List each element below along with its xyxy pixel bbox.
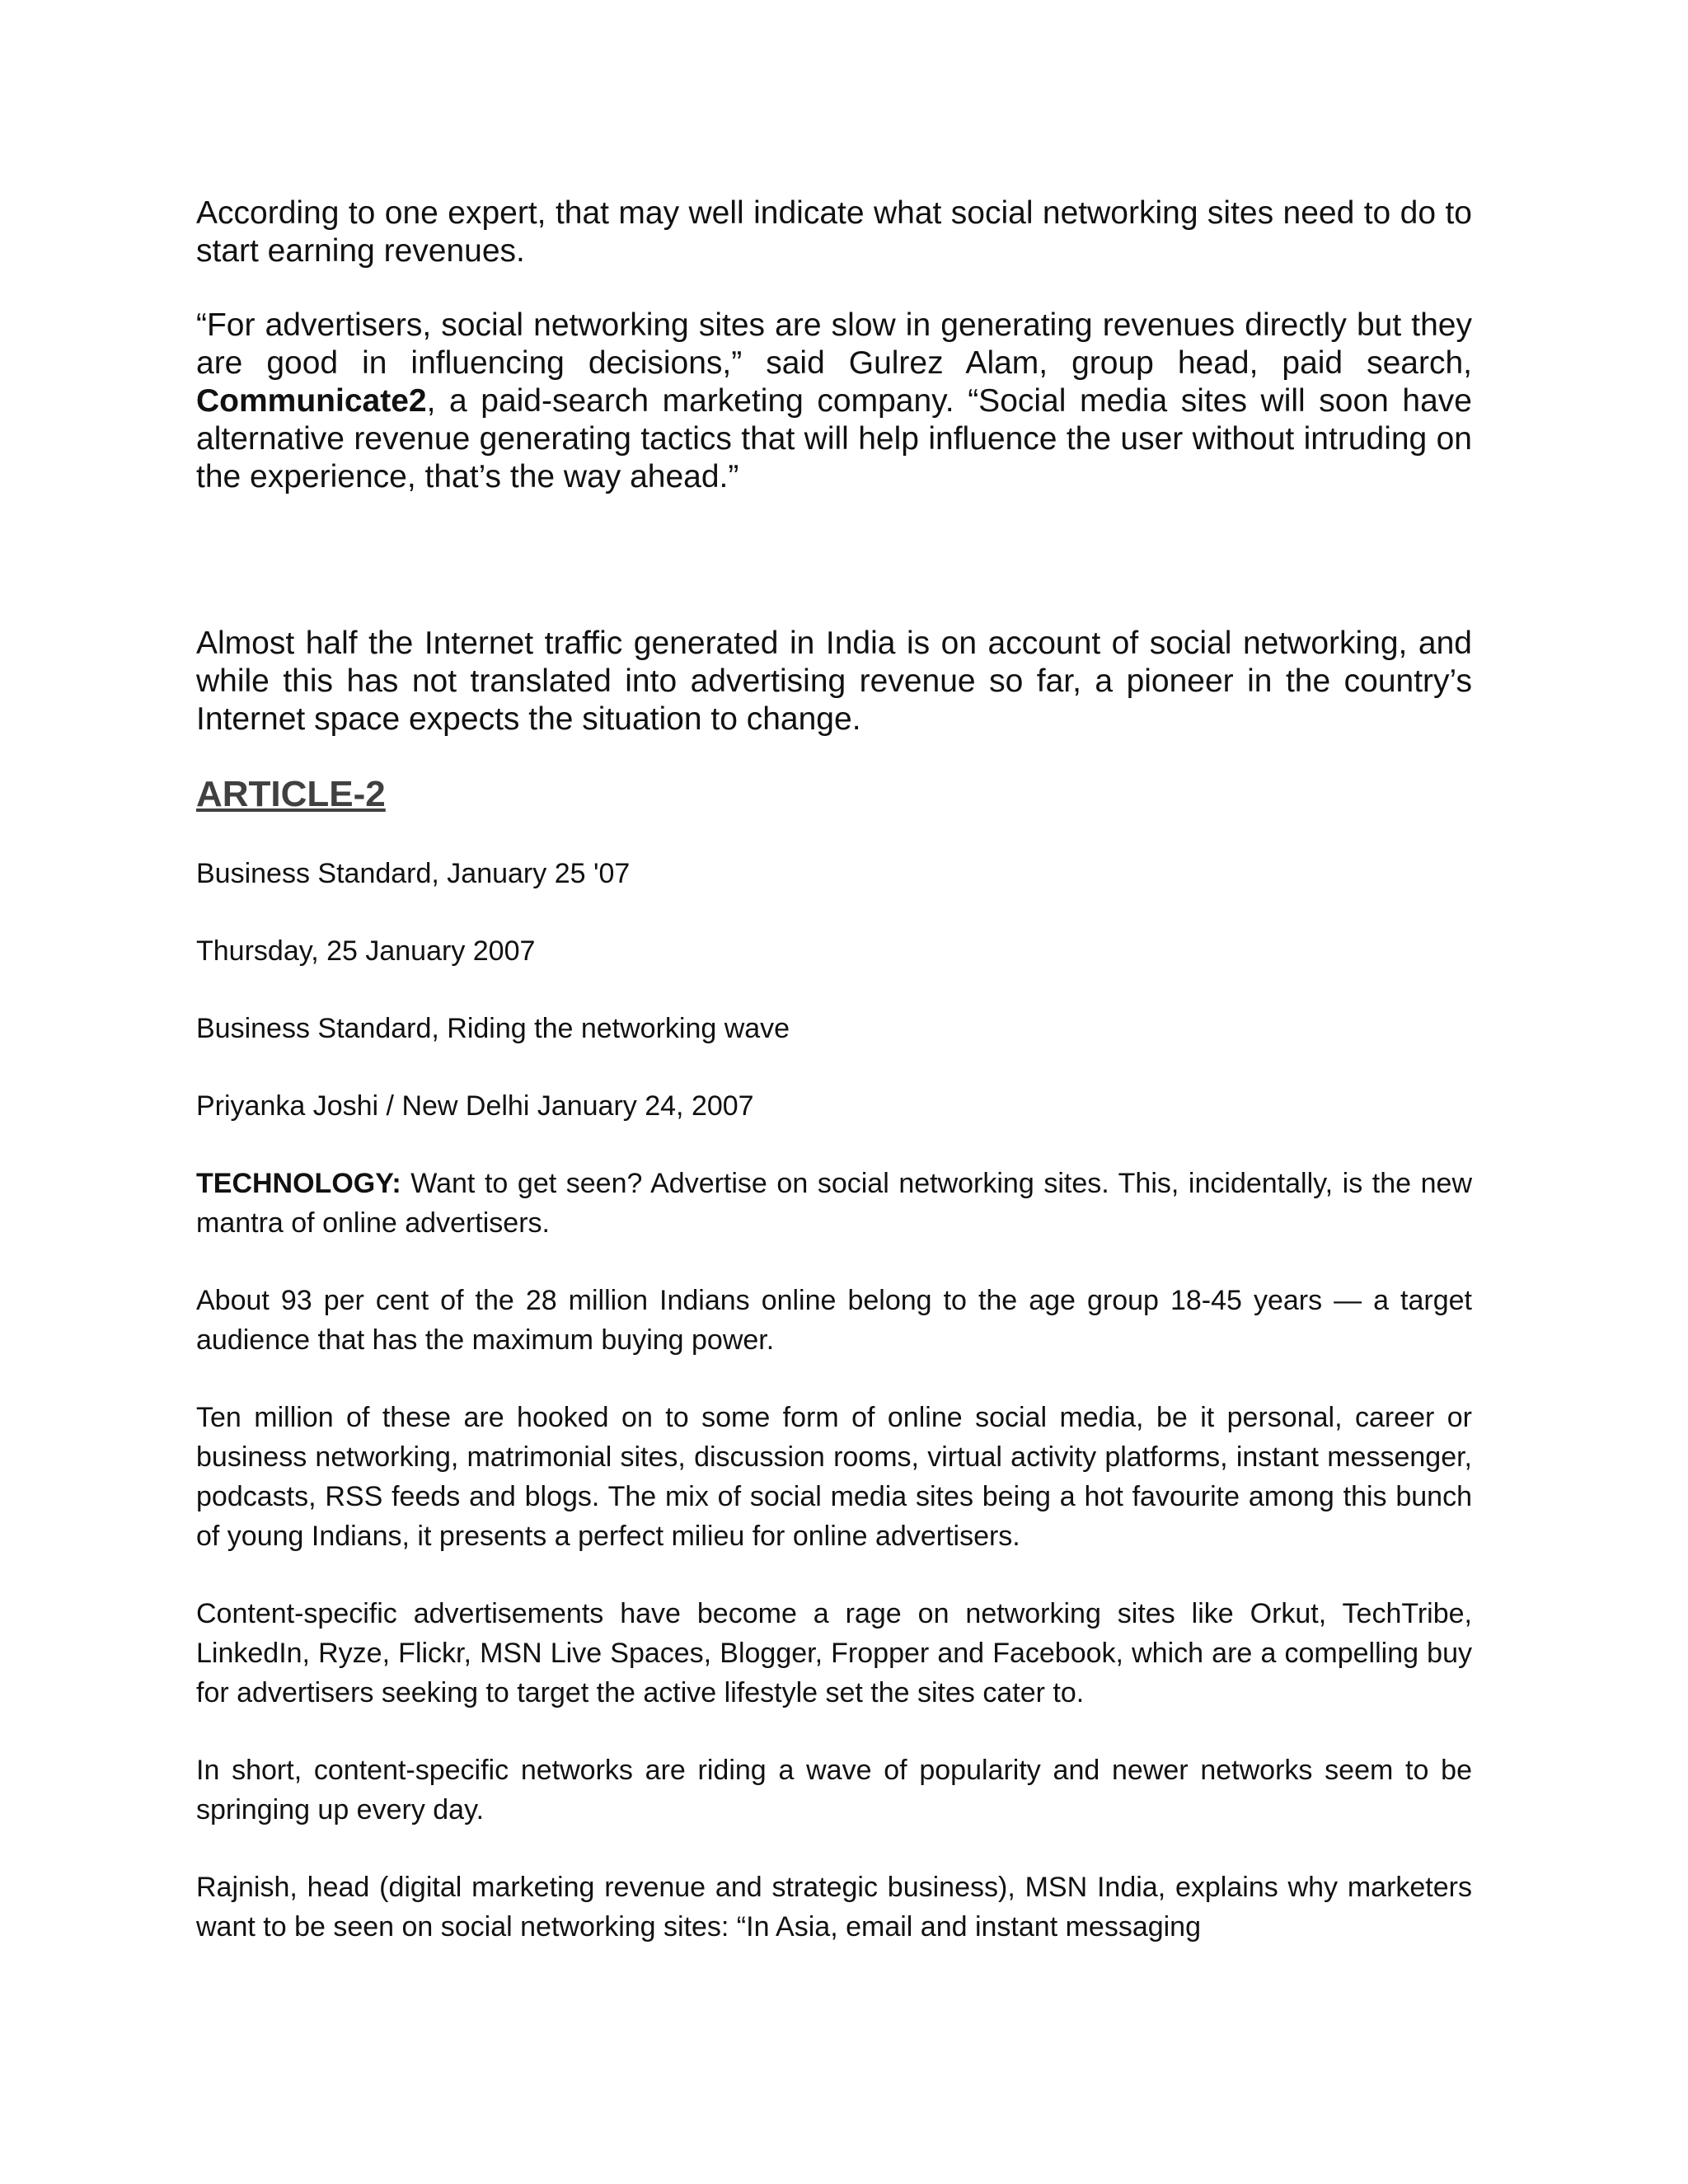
article-heading: ARTICLE-2 — [196, 774, 386, 814]
lead-text: Want to get seen? Advertise on social networking sites. This, incidentally, is the new mantra of online advertisers. — [196, 1168, 1472, 1239]
meta-source-date: Business Standard, January 25 '07 — [196, 858, 631, 889]
paragraph-body: In short, content-specific networks are riding a wave of popularity and newer networks seem to be springing up every day. — [196, 1755, 1472, 1825]
meta-weekday-date: Thursday, 25 January 2007 — [196, 935, 536, 967]
paragraph-quote-alam — [196, 307, 1472, 496]
quote-text-part1: “For advertisers, social networking sites are slow in generating revenues directly but they are good in influencing decisions,” said Gulrez Alam, group head, paid search, — [196, 307, 1472, 381]
paragraph-body: Content-specific advertisements have become a rage on networking sites like Orkut, TechTribe, LinkedIn, Ryze, Flickr, MSN Live Spaces, Blogger, Fropper and Facebook, which are a compelling buy for advertisers seeking to target the active lifestyle set the sites cater to. — [196, 1598, 1472, 1708]
meta-byline: Priyanka Joshi / New Delhi January 24, 2007 — [196, 1090, 754, 1122]
paragraph-body: Rajnish, head (digital marketing revenue and strategic business), MSN India, explains why marketers want to be seen on social networking sites: “In Asia, email and instant messaging — [196, 1872, 1472, 1943]
company-name-bold: Communicate2 — [196, 383, 427, 419]
document-page — [196, 191, 1472, 1947]
paragraph-expert: According to one expert, that may well indicate what social networking sites need to do to start earning revenues. — [196, 195, 1472, 269]
paragraph-body: About 93 per cent of the 28 million Indians online belong to the age group 18-45 years — a target audience that has the maximum buying power. — [196, 1285, 1472, 1356]
paragraph-internet-traffic: Almost half the Internet traffic generated in India is on account of social networking, and while this has not translated into advertising revenue so far, a pioneer in the country’s Internet space expects the situation to change. — [196, 626, 1472, 737]
quote-text-part2: , a paid-search marketing company. “Social media sites will soon have alternative revenue generating tactics that will help influence the user without intruding on the experience, that’s the way ahead.” — [196, 383, 1472, 494]
lead-label-bold: TECHNOLOGY: — [196, 1168, 401, 1199]
paragraph-lead — [196, 1164, 1472, 1243]
paragraph-body: Ten million of these are hooked on to some form of online social media, be it personal, career or business networking, matrimonial sites, discussion rooms, virtual activity platforms, instant messenger, podcasts, RSS feeds and blogs. The mix of social media sites being a hot favourite among this bunch of young Indians, it presents a perfect milieu for online advertisers. — [196, 1402, 1472, 1552]
meta-headline: Business Standard, Riding the networking wave — [196, 1013, 790, 1044]
